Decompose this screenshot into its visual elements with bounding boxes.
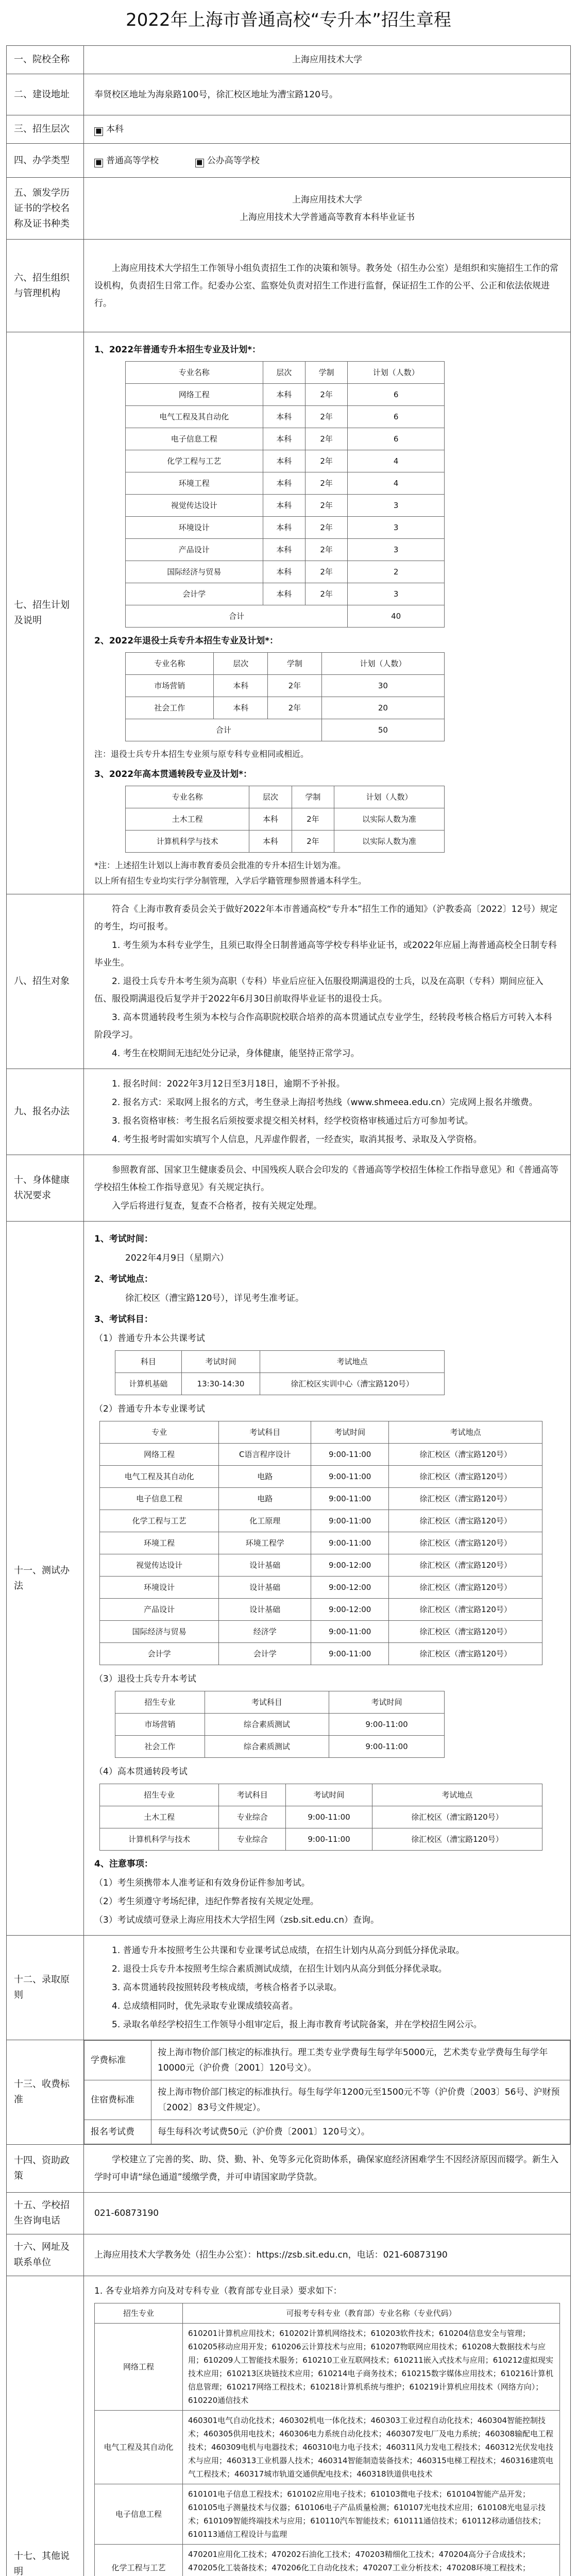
table-cell: 2年 [268,675,322,697]
table-header-row [126,362,445,384]
table-cell: 本科 [263,495,305,517]
table-cell: 土木工程 [100,1806,219,1828]
cert-kind: 上海应用技术大学普通高等教育本科毕业证书 [240,212,415,223]
table-cell: 9:00-11:00 [311,1621,389,1643]
table-cell: 专业综合 [219,1806,286,1828]
table-cell: 9:00-12:00 [311,1577,389,1599]
label-health: 十、身体健康状况要求 [7,1155,84,1222]
table-cell: 综合素质测试 [205,1736,329,1758]
table-row [126,583,445,605]
table-row [126,561,445,583]
value-exam: 1、考试时间： 2022年4月9日（星期六） 2、考试地点： 徐汇校区（漕宝路120号），详见考生准考证。 3、考试科目： （1）普通专升本公共课考试 科目 考试时间 考试地点 计算机基础 13:30-14:30 徐汇校区实训中心（漕宝路120号） （2）普通专升本专业课考试 专业 考试科目 考试时间 考试地点 网络工程 C语言程序设计 9:00-11:00 徐汇校区（漕宝路120号） 电气工程及其自动化 电路 9:00-11:00 徐汇校区（漕宝路120号） 电子信息工程 电路 9:00-11:00 徐汇校区（漕宝路120号） 化学工程与工艺 化工原理 9:00-11:00 徐汇校区（漕宝路120号） 环境工程 环境工程学 9:00-11:00 徐汇校区（漕宝路120号） 视觉传达设计 设计基础 9:00-12:00 徐汇校区（漕宝路120号） 环境设计 设计基础 9:00-12:00 徐汇校区（漕宝路120号） 产品设计 设计基础 9:00-12:00 徐汇校区（漕宝路120号） 国际经济与贸易 经济学 9:00-11:00 徐汇校区（漕宝路120号） 会计学 会计学 9:00-11:00 徐汇校区（漕宝路120号） （3）退役士兵专升本考试 招生专业 考试科目 考试时间 市场营销 综合素质测试 9:00-11:00 社会工作 综合素质测试 9:00-11:00 （4）高本贯通转段考试 招生专业 考试科目 考试时间 考试地点 土木工程 专业综合 9:00-11:00 徐汇校区（漕宝路120号） 计算机科学与技术 专业综合 9:00-11:00 徐汇校区（漕宝路120号） 4、注意事项： （1）考生须携带本人准考证和有效身份证件参加考试。 （2）考生须遵守考场纪律，违纪作弊者按有关规定处理。 （3）考试成绩可登录上海应用技术大学招生网（zsb.sit.edu.cn）查询。 [84,1222,571,1936]
checkbox-checked-icon: ■ [94,127,103,136]
table-cell: 3 [348,517,445,539]
table-cell: 6 [348,384,445,406]
table-header-cell: 招生专业 [95,2303,183,2324]
table-cell: 9:00-11:00 [311,1444,389,1466]
value-website: 上海应用技术大学教务处（招生办公室）：https://zsb.sit.edu.cn，电话：021-60873190 [84,2234,571,2276]
table-cell: 2年 [305,406,347,428]
table-row [126,450,445,472]
table-row [115,1736,445,1758]
table-cell: C语言程序设计 [219,1444,311,1466]
table-header-cell: 考试时间 [311,1421,389,1444]
table-total-value: 40 [348,605,445,628]
cert-school: 上海应用技术大学 [292,194,362,205]
table-cell: 产品设计 [126,539,263,561]
table-cell: 土木工程 [126,808,249,831]
row-other [7,2276,571,2576]
table-row [126,539,445,561]
table-header-cell: 计划（人数） [321,653,444,675]
plan-heading-1: 1、2022年普通专升本招生专业及计划*： [94,345,261,355]
table-cell: 徐汇校区（漕宝路120号） [389,1510,542,1532]
table-row [100,1577,542,1599]
table-cell: 本科 [263,472,305,495]
table-header-cell: 学制 [292,786,334,808]
table-cell: 徐汇校区（漕宝路120号） [389,1577,542,1599]
table-cell: 9:00-11:00 [311,1466,389,1488]
checkbox-checked-icon: ■ [94,159,103,167]
value-fees [84,2040,571,2145]
table-total-label: 合计 [126,605,348,628]
table-row [100,1554,542,1577]
value-admission: 1. 普通专升本按照考生公共课和专业课考试总成绩，在招生计划内从高分到低分择优录取。 2. 退役士兵专升本按照考生综合素质测试成绩，在招生计划内从高分到低分择优录取。 3. 高本贯通转段按照转段考核成绩，考核合格者予以录取。 4. 总成绩相同时，优先录取专业课成绩较高者。 5. 录取名单经学校招生工作领导小组审定后，报上海市教育考试院备案，并在学校招生网公示。 [84,1936,571,2040]
table-header-cell: 考试科目 [219,1421,311,1444]
table-cell: 徐汇校区（漕宝路120号） [372,1828,542,1851]
table-total-row [126,605,445,628]
table-row [95,2484,560,2545]
table-header-cell: 专业名称 [126,653,214,675]
table-header-cell: 考试地点 [260,1351,445,1373]
table-header-row [115,1691,445,1714]
plan-note-3: *注：上述招生计划以上海市教育委员会批准的专升本招生计划为准。 [94,860,346,870]
table-header-cell: 层次 [263,362,305,384]
table-cell: 本科 [263,561,305,583]
label-other: 十七、其他说明 [7,2276,84,2576]
table-cell: 专业综合 [219,1828,286,1851]
table-cell: 2年 [305,539,347,561]
table-row [126,697,445,719]
table-row [126,428,445,450]
table-cell: 环境工程 [126,472,263,495]
row-exam [7,1222,571,1936]
table-cell: 社会工作 [126,697,214,719]
major-requirement: 610201计算机应用技术；610202计算机网络技术；610203软件技术；610204信息安全与管理；610205移动应用开发；610206云计算技术与应用；610207物联网应用技术；610208大数据技术与应用；610209人工智能技术服务；610210工业互联网技术；610211嵌入式技术与应用；610212虚拟现实技术应用；610213区块链技术应用；610214电子商务技术；610215数字媒体应用技术；610216计算机信息管理；610217网络工程技术；610218计算机系统与维护；610219计算机应用技术（网络方向）；610220通信技术 [183,2324,560,2411]
plan-table-3 [125,786,445,853]
table-row [100,1828,542,1851]
table-cell: 本科 [263,450,305,472]
label-fees: 十三、收费标准 [7,2040,84,2145]
exam-table-public [115,1350,445,1395]
table-header-cell: 专业 [100,1421,219,1444]
table-cell: 2年 [305,472,347,495]
table-cell: 2年 [305,561,347,583]
table-cell: 徐汇校区（漕宝路120号） [389,1466,542,1488]
table-cell: 网络工程 [126,384,263,406]
plan-note-4: 以上所有招生专业均实行学分制管理，入学后学籍管理参照普通本科学生。 [94,876,367,886]
table-cell: 2年 [292,808,334,831]
table-cell: 徐汇校区（漕宝路120号） [389,1643,542,1665]
table-cell: 设计基础 [219,1599,311,1621]
table-header-row [126,786,445,808]
label-aid: 十四、资助政策 [7,2145,84,2193]
plan-note-2: 注：退役士兵专升本招生专业须与原专科专业相同或相近。 [94,749,309,759]
row-level [7,115,571,144]
table-header-cell: 考试地点 [372,1784,542,1806]
table-cell: 电子信息工程 [100,1488,219,1510]
table-cell: 以实际人数为准 [334,831,445,853]
table-cell: 国际经济与贸易 [126,561,263,583]
table-row [100,1510,542,1532]
table-cell: 本科 [214,675,268,697]
table-cell: 2年 [305,495,347,517]
table-cell: 本科 [263,517,305,539]
major-name: 网络工程 [95,2324,183,2411]
row-health [7,1155,571,1222]
exam-date: 2022年4月9日（星期六） [125,1253,229,1263]
table-cell: 电气工程及其自动化 [100,1466,219,1488]
table-cell: 会计学 [126,583,263,605]
label-website: 十六、网址及联系单位 [7,2234,84,2276]
table-cell: 徐汇校区实训中心（漕宝路120号） [260,1373,445,1395]
table-cell: 本科 [263,384,305,406]
table-total-row [126,719,445,741]
value-aid: 学校建立了完善的奖、助、贷、勤、补、免等多元化资助体系，确保家庭经济困难学生不因经济原因而辍学。新生入学时可申请“绿色通道”缓缴学费，并可申请国家助学贷款。 [84,2145,571,2193]
table-cell: 9:00-11:00 [286,1828,372,1851]
table-cell: 电子信息工程 [126,428,263,450]
table-header-cell: 考试科目 [205,1691,329,1714]
table-cell: 2年 [305,517,347,539]
table-cell: 设计基础 [219,1554,311,1577]
major-requirement: 470201应用化工技术；470202石油化工技术；470203精细化工技术；470204高分子合成技术；470205化工装备技术；470206化工自动化技术；470207工业分析技术；470208环境工程技术； [183,2545,560,2576]
table-row [126,495,445,517]
row-aid [7,2145,571,2193]
table-cell: 环境设计 [126,517,263,539]
plan-table-1 [125,361,445,628]
table-row [95,2545,560,2576]
table-cell: 本科 [263,406,305,428]
table-cell: 计算机科学与技术 [100,1828,219,1851]
table-cell: 2 [348,561,445,583]
table-cell: 市场营销 [115,1714,205,1736]
table-cell: 徐汇校区（漕宝路120号） [389,1554,542,1577]
table-row [115,1373,445,1395]
plan-table-2 [125,652,445,741]
table-cell: 化工原理 [219,1510,311,1532]
major-requirement: 610101电子信息工程技术；610102应用电子技术；610103微电子技术；610104智能产品开发；610105电子测量技术与仪器；610106电子产品质量检测；610107光电技术应用；610108光电显示技术；610109智能终端技术与应用；610110汽车智能技术；610111通信技术；610112移动通信技术；610113通信工程设计与监理 [183,2484,560,2545]
table-cell: 本科 [249,831,292,853]
table-cell: 市场营销 [126,675,214,697]
table-row [95,2324,560,2411]
value-address: 奉贤校区地址为海泉路100号，徐汇校区地址为漕宝路120号。 [84,74,571,115]
table-row [100,1532,542,1554]
table-cell: 视觉传达设计 [126,495,263,517]
table-cell: 2年 [305,450,347,472]
value-organization: 上海应用技术大学招生工作领导小组负责招生工作的决策和领导。教务处（招生办公室）是组织和实施招生工作的常设机构，负责招生日常工作。纪委办公室、监察处负责对招生工作进行监督，保证招生工作的公平、公正和依法依规进行。 [84,240,571,332]
table-header-cell: 层次 [214,653,268,675]
table-cell: 9:00-11:00 [286,1806,372,1828]
major-name: 化学工程与工艺 [95,2545,183,2576]
table-cell: 6 [348,428,445,450]
value-certificate [84,178,571,240]
value-plan [84,332,571,894]
label-organization: 六、招生组织与管理机构 [7,240,84,332]
table-header-cell: 招生专业 [100,1784,219,1806]
table-row [126,831,445,853]
table-row [126,808,445,831]
table-row [126,675,445,697]
table-cell: 社会工作 [115,1736,205,1758]
table-row [100,1599,542,1621]
table-cell: 3 [348,495,445,517]
table-row [126,517,445,539]
table-cell: 20 [321,697,444,719]
table-cell: 会计学 [219,1643,311,1665]
table-row [100,1466,542,1488]
page-title: 2022年上海市普通高校“专升本”招生章程 [126,10,451,30]
label-registration: 九、报名办法 [7,1069,84,1155]
table-cell: 电气工程及其自动化 [126,406,263,428]
table-cell: 本科 [263,428,305,450]
table-cell: 电路 [219,1488,311,1510]
label-certificate: 五、颁发学历证书的学校名称及证书种类 [7,178,84,240]
table-header-cell: 计划（人数） [348,362,445,384]
value-health: 参照教育部、国家卫生健康委员会、中国残疾人联合会印发的《普通高等学校招生体检工作指导意见》和《普通高等学校招生体检工作指导意见》有关规定执行。 入学后将进行复查，复查不合格者，按有关规定处理。 [84,1155,571,1222]
table-cell: 徐汇校区（漕宝路120号） [389,1621,542,1643]
table-cell: 9:00-12:00 [311,1554,389,1577]
table-cell: 环境设计 [100,1577,219,1599]
table-cell: 3 [348,583,445,605]
table-cell: 13:30-14:30 [181,1373,260,1395]
table-cell: 9:00-11:00 [311,1532,389,1554]
label-phone: 十五、学校招生咨询电话 [7,2193,84,2234]
table-cell: 徐汇校区（漕宝路120号） [389,1488,542,1510]
table-cell: 6 [348,406,445,428]
table-cell: 化学工程与工艺 [100,1510,219,1532]
value-school-name: 上海应用技术大学 [84,46,571,74]
table-cell: 本科 [249,808,292,831]
label-type: 四、办学类型 [7,144,84,178]
value-applicants: 符合《上海市教育委员会关于做好2022年本市普通高校“专升本”招生工作的通知》（沪教委高〔2022〕12号）规定的考生，均可报考。 1. 考生须为本科专业学生，且须已取得全日制普通高等学校专科毕业证书，或2022年应届上海普通高校全日制专科毕业生。 2. 退役士兵专升本考生须为高职（专科）毕业后应征入伍服役期满退役的士兵，以及在高职（专科）期间应征入伍、服役期满退役后复学并于2022年6月30日前取得毕业证书的退役士兵。 3. 高本贯通转段考生须为本校与合作高职院校联合培养的高本贯通试点专业学生，经转段考核合格后方可转入本科阶段学习。 4. 考生在校期间无违纪处分记录，身体健康，能坚持正常学习。 [84,894,571,1069]
row-plan [7,332,571,894]
table-header-cell: 计划（人数） [334,786,445,808]
table-row [100,1643,542,1665]
row-organization [7,240,571,332]
table-header-cell: 专业名称 [126,362,263,384]
row-admission [7,1936,571,2040]
table-header-cell: 学制 [268,653,322,675]
table-cell: 计算机科学与技术 [126,831,249,853]
fee-table: 学费标准 按上海市物价部门核定的标准执行。理工类专业学费每生每学年5000元，艺术类专业学费每生每学年10000元（沪价费〔2001〕120号文）。 住宿费标准 按上海市物价部门核定的标准执行。每生每学年1200元至1500元不等（沪价费〔2003〕56号、沪财预〔2002〕83号文件规定）。 报名考试费 每生每科次考试费50元（沪价费〔2001〕120号文）。 [84,2040,570,2144]
table-header-cell: 考试时间 [181,1351,260,1373]
table-header-cell: 考试地点 [389,1421,542,1444]
table-cell: 经济学 [219,1621,311,1643]
table-header-cell: 考试时间 [329,1691,445,1714]
table-row [100,1444,542,1466]
row-phone [7,2193,571,2234]
table-cell: 9:00-11:00 [311,1643,389,1665]
table-header-row [95,2303,560,2324]
label-address: 二、建设地址 [7,74,84,115]
table-row [126,472,445,495]
charter-table [6,45,571,2576]
table-cell: 2年 [305,428,347,450]
row-type [7,144,571,178]
table-header-cell: 可报考专科专业（教育部）专业名称（专业代码） [183,2303,560,2324]
table-cell: 2年 [305,384,347,406]
table-cell: 视觉传达设计 [100,1554,219,1577]
table-cell: 国际经济与贸易 [100,1621,219,1643]
table-cell: 化学工程与工艺 [126,450,263,472]
table-cell: 环境工程学 [219,1532,311,1554]
table-cell: 徐汇校区（漕宝路120号） [389,1444,542,1466]
table-cell: 4 [348,450,445,472]
row-registration [7,1069,571,1155]
table-cell: 4 [348,472,445,495]
table-row [126,384,445,406]
table-cell: 设计基础 [219,1577,311,1599]
table-cell: 9:00-11:00 [311,1510,389,1532]
table-header-cell: 层次 [249,786,292,808]
table-cell: 9:00-11:00 [329,1736,445,1758]
table-cell: 9:00-11:00 [311,1488,389,1510]
exam-table-transfer [99,1784,542,1851]
value-level: ■ 本科 [84,115,571,144]
value-other: 1. 各专业培养方向及对专科专业（教育部专业目录）要求如下： 招生专业 可报考专科专业（教育部）专业名称（专业代码） 网络工程 610201计算机应用技术；610202计算机网络技术；610203软件技术；610204信息安全与管理；610205移动应用开发；610206云计算技术与应用；610207物联网应用技术；610208大数据技术与应用；610209人工智能技术服务；610210工业互联网技术；610211嵌入式技术与应用；610212虚拟现实技术应用；610213区块链技术应用；610214电子商务技术；610215数字媒体应用技术；610216计算机信息管理；610217网络工程技术；610218计算机系统与维护；610219计算机应用技术（网络方向）；610220通信技术 电气工程及其自动化 460301电气自动化技术；460302机电一体化技术；460303工业过程自动化技术；460304智能控制技术；460305供用电技术；460306电力系统自动化技术；460307发电厂及电力系统；460308输配电工程技术；460309电机与电器技术；460310电力电子技术；460311风力发电工程技术；460312光伏发电技术与应用；460313工业机器人技术；460314智能制造装备技术；460315电梯工程技术；460316建筑电气工程技术；460317城市轨道交通供配电技术；460318铁道供电技术 电子信息工程 610101电子信息工程技术；610102应用电子技术；610103微电子技术；610104智能产品开发；610105电子测量技术与仪器；610106电子产品质量检测；610107光电技术应用；610108光电显示技术；610109智能终端技术与应用；610110汽车智能技术；610111通信技术；610112移动通信技术；610113通信工程设计与监理 化学工程与工艺 470201应用化工技术；470202石油化工技术；470203精细化工技术；470204高分子合成技术；470205化工装备技术；470206化工自动化技术；470207工业分析技术；470208环境工程技术； [84,2276,571,2576]
value-type: ■ 普通高等学校 ■ 公办高等学校 [84,144,571,178]
table-cell: 徐汇校区（漕宝路120号） [389,1599,542,1621]
table-cell: 环境工程 [100,1532,219,1554]
table-total-label: 合计 [126,719,322,741]
label-school-name: 一、院校全称 [7,46,84,74]
table-cell: 2年 [305,583,347,605]
table-total-value: 50 [321,719,444,741]
label-admission: 十二、录取原则 [7,1936,84,2040]
table-header-cell: 科目 [115,1351,182,1373]
row-website [7,2234,571,2276]
table-cell: 3 [348,539,445,561]
label-plan: 七、招生计划及说明 [7,332,84,894]
table-header-cell: 考试科目 [219,1784,286,1806]
plan-heading-3: 3、2022年高本贯通转段专业及计划*： [94,769,252,779]
table-cell: 30 [321,675,444,697]
exam-table-major [99,1421,542,1665]
table-row [100,1488,542,1510]
major-name: 电子信息工程 [95,2484,183,2545]
exam-table-veteran [115,1691,445,1758]
table-cell: 徐汇校区（漕宝路120号） [372,1806,542,1828]
table-header-cell: 专业名称 [126,786,249,808]
plan-heading-2: 2、2022年退役士兵专升本招生专业及计划*： [94,636,279,646]
table-header-row [100,1784,542,1806]
table-header-cell: 学制 [305,362,347,384]
row-fees [7,2040,571,2145]
table-row [95,2411,560,2484]
value-phone: 021-60873190 [84,2193,571,2234]
table-cell: 2年 [292,831,334,853]
table-cell: 电路 [219,1466,311,1488]
checkbox-checked-icon: ■ [195,159,204,167]
table-header-row [126,653,445,675]
table-cell: 本科 [263,539,305,561]
table-cell: 徐汇校区（漕宝路120号） [389,1532,542,1554]
row-certificate [7,178,571,240]
table-row [126,406,445,428]
table-cell: 产品设计 [100,1599,219,1621]
label-applicants: 八、招生对象 [7,894,84,1069]
table-row [100,1806,542,1828]
label-exam: 十一、测试办法 [7,1222,84,1936]
table-cell: 本科 [214,697,268,719]
table-header-cell: 考试时间 [286,1784,372,1806]
table-row [100,1621,542,1643]
label-level: 三、招生层次 [7,115,84,144]
value-registration: 1. 报名时间：2022年3月12日至3月18日，逾期不予补报。 2. 报名方式：采取网上报名的方式，考生登录上海招考热线（www.shmeea.edu.cn）完成网上报名并缴费。 3. 报名资格审核：考生报名后须按要求提交相关材料，经学校资格审核通过后方可参加考试。 4. 考生报考时需如实填写个人信息，凡弄虚作假者，一经查实，取消其报考、录取及入学资格。 [84,1069,571,1155]
table-cell: 9:00-11:00 [329,1714,445,1736]
table-cell: 综合素质测试 [205,1714,329,1736]
table-cell: 2年 [268,697,322,719]
major-name: 电气工程及其自动化 [95,2411,183,2484]
exam-place: 徐汇校区（漕宝路120号），详见考生准考证。 [125,1293,304,1303]
table-cell: 网络工程 [100,1444,219,1466]
table-cell: 计算机基础 [115,1373,182,1395]
row-address [7,74,571,115]
row-school-name [7,46,571,74]
table-cell: 9:00-12:00 [311,1599,389,1621]
table-header-row [115,1351,445,1373]
table-cell: 以实际人数为准 [334,808,445,831]
table-header-row [100,1421,542,1444]
row-applicants [7,894,571,1069]
table-cell: 会计学 [100,1643,219,1665]
table-header-cell: 招生专业 [115,1691,205,1714]
major-requirement: 460301电气自动化技术；460302机电一体化技术；460303工业过程自动化技术；460304智能控制技术；460305供用电技术；460306电力系统自动化技术；460307发电厂及电力系统；460308输配电工程技术；460309电机与电器技术；460310电力电子技术；460311风力发电工程技术；460312光伏发电技术与应用；460313工业机器人技术；460314智能制造装备技术；460315电梯工程技术；460316建筑电气工程技术；460317城市轨道交通供配电技术；460318铁道供电技术 [183,2411,560,2484]
major-requirement-table [94,2303,560,2576]
table-cell: 本科 [263,583,305,605]
table-row [115,1714,445,1736]
